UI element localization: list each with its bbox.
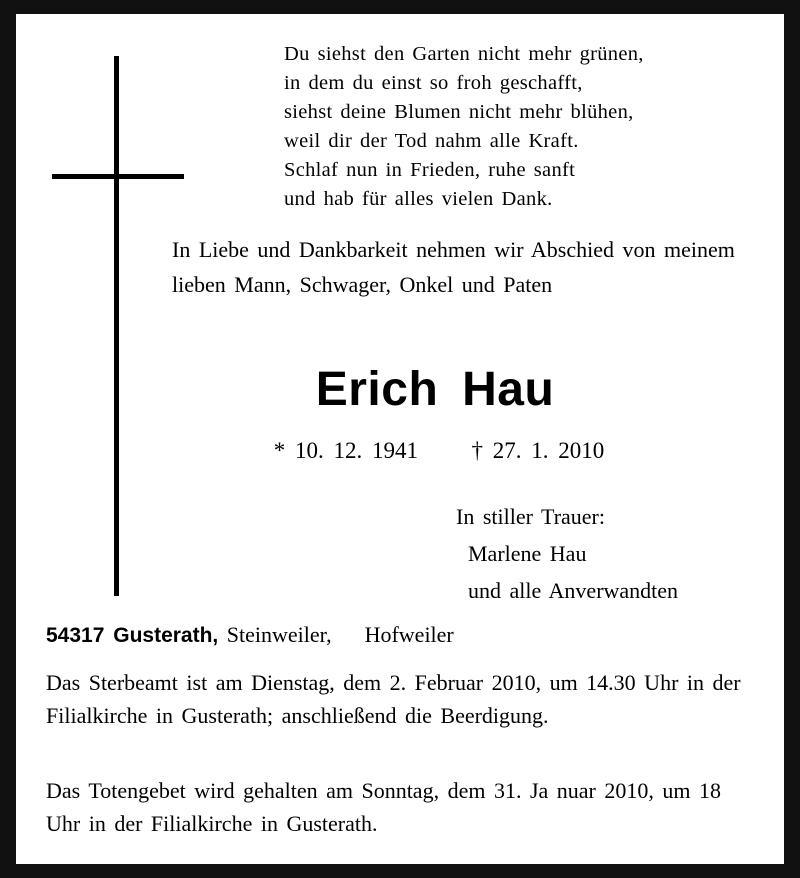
poem-line-4: weil dir der Tod nahm alle Kraft. xyxy=(284,130,579,152)
intro-text: In Liebe und Dankbarkeit nehmen wir Abschied von meinem lieben Mann, Schwager, Onkel und Paten xyxy=(172,237,735,297)
place-district-2: Hofweiler xyxy=(364,622,454,647)
poem-line-6: und hab für alles vielen Dank. xyxy=(284,188,553,210)
mourner-name-2: und alle Anverwandten xyxy=(468,578,679,603)
cross-icon xyxy=(36,56,196,616)
life-dates xyxy=(16,438,784,464)
poem-block xyxy=(284,40,754,214)
place-district-1: Steinweiler, xyxy=(226,622,332,647)
mourning-header: In stiller Trauer: xyxy=(456,504,605,529)
notice-inner xyxy=(16,14,784,864)
poem-line-5: Schlaf nun in Frieden, ruhe sanft xyxy=(284,159,576,181)
cross-vertical-bar xyxy=(114,56,119,596)
poem-line-3: siehst deine Blumen nicht mehr blühen, xyxy=(284,101,634,123)
poem-line-2: in dem du einst so froh geschafft, xyxy=(284,72,583,94)
place-line xyxy=(46,622,762,648)
place-zip-city: 54317 Gusterath, xyxy=(46,624,219,647)
poem-line-1: Du siehst den Garten nicht mehr grünen, xyxy=(284,43,644,65)
death-date: † 27. 1. 2010 xyxy=(471,438,605,463)
prayer-paragraph: Das Totengebet wird gehalten am Sonntag, dem 31. Ja nuar 2010, um 18 Uhr in der Filialkirche in Gusterath. xyxy=(46,778,721,836)
deceased-name: Erich Hau xyxy=(315,363,555,416)
service-paragraph: Das Sterbeamt ist am Dienstag, dem 2. Februar 2010, um 14.30 Uhr in der Filialkirche in Gusterath; anschließend die Beerdigung. xyxy=(46,670,741,728)
mourner-name-1: Marlene Hau xyxy=(468,541,587,566)
birth-date: * 10. 12. 1941 xyxy=(273,438,418,463)
cross-horizontal-bar xyxy=(52,174,184,179)
mourners-block xyxy=(456,498,756,609)
